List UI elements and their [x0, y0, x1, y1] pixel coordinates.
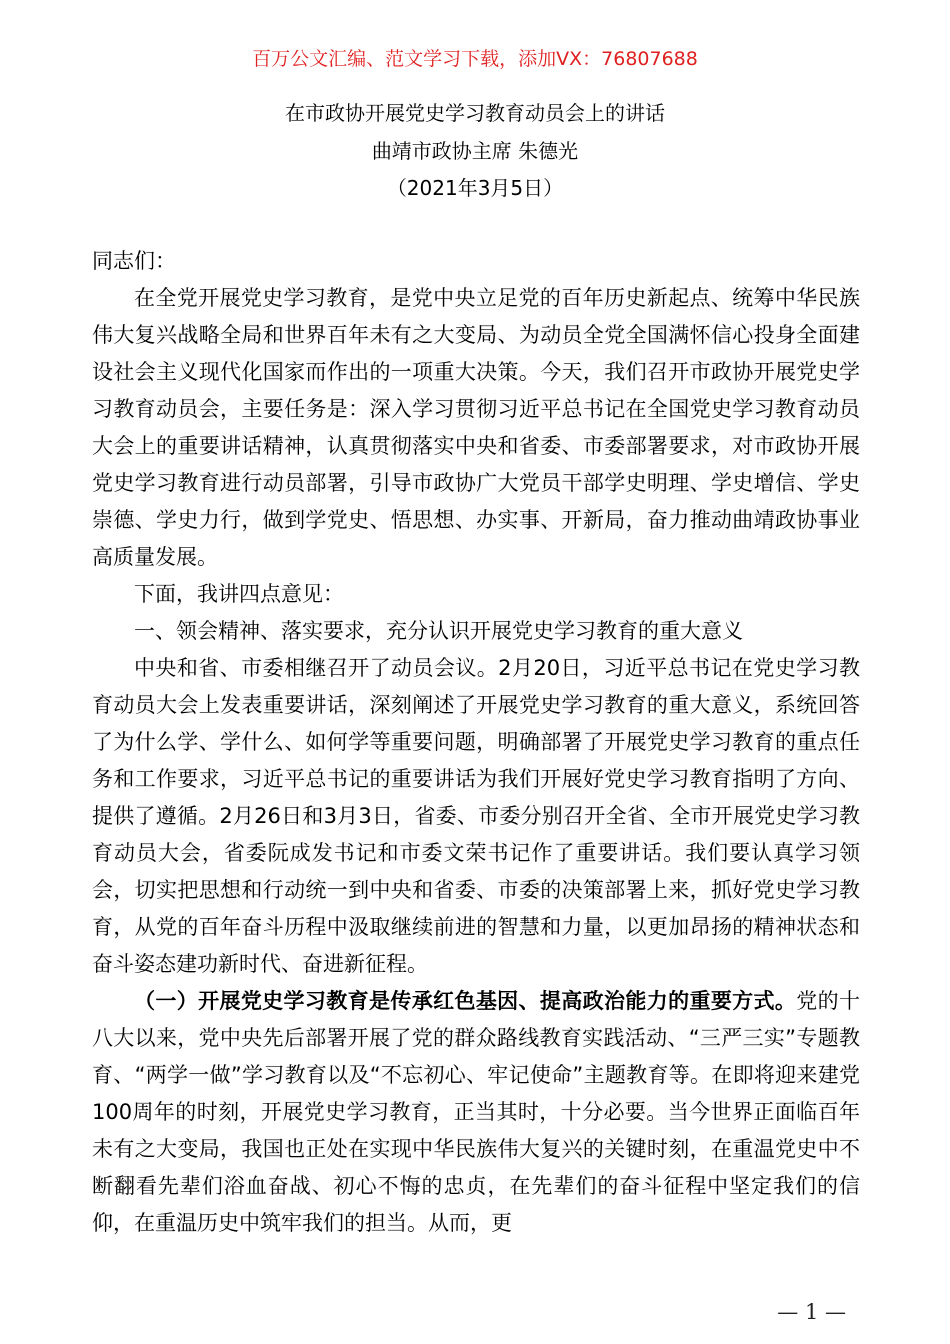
paragraph-intro: 在全党开展党史学习教育，是党中央立足党的百年历史新起点、统筹中华民族伟大复兴战略全局和世界百年未有之大变局、为动员全党全国满怀信心投身全面建设社会主义现代化国家而作出的一项重大决策。今天，我们召开市政协开展党史学习教育动员会，主要任务是：深入学习贯彻习近平总书记在全国党史学习教育动员大会上的重要讲话精神，认真贯彻落实中央和省委、市委部署要求，对市政协开展党史学习教育进行动员部署，引导市政协广大党员干部学史明理、学史增信、学史崇德、学史力行，做到学党史、悟思想、办实事、开新局，奋力推动曲靖政协事业高质量发展。 — [92, 286, 860, 569]
salutation: 同志们： — [92, 249, 176, 273]
section-heading-1: 一、领会精神、落实要求，充分认识开展党史学习教育的重大意义 — [134, 619, 743, 643]
subsection-text-1: 党的十八大以来，党中央先后部署开展了党的群众路线教育实践活动、“三严三实”专题教育、“两学一做”学习教育以及“不忘初心、牢记使命”主题教育等。在即将迎来建党100周年的时刻，开展党史学习教育，正当其时，十分必要。当今世界正面临百年未有之大变局，我国也正处在实现中华民族伟大复兴的关键时刻，在重温党史中不断翻看先辈们浴血奋战、初心不悔的忠贞，在先辈们的奋斗征程中坚定我们的信仰，在重温历史中筑牢我们的担当。从而，更 — [92, 989, 861, 1235]
paragraph-subsection-1 — [92, 983, 860, 1242]
document-author: 曲靖市政协主席 朱德光 — [371, 139, 579, 163]
paragraph-transition: 下面，我讲四点意见： — [134, 582, 344, 606]
document-date: （2021年3月5日） — [386, 176, 564, 200]
page-number: — 1 — — [777, 1300, 846, 1324]
document-title: 在市政协开展党史学习教育动员会上的讲话 — [285, 101, 665, 125]
subsection-heading-1: （一）开展党史学习教育是传承红色基因、提高政治能力的重要方式。 — [134, 989, 797, 1013]
document-body — [92, 243, 860, 1242]
paragraph-section-1: 中央和省、市委相继召开了动员会议。2月20日，习近平总书记在党史学习教育动员大会上发表重要讲话，深刻阐述了开展党史学习教育的重大意义，系统回答了为什么学、学什么、如何学等重要问题，明确部署了开展党史学习教育的重点任务和工作要求，习近平总书记的重要讲话为我们开展好党史学习教育指明了方向、提供了遵循。2月26日和3月3日，省委、市委分别召开全省、全市开展党史学习教育动员大会，省委阮成发书记和市委文荣书记作了重要讲话。我们要认真学习领会，切实把思想和行动统一到中央和省委、市委的决策部署上来，抓好党史学习教育，从党的百年奋斗历程中汲取继续前进的智慧和力量，以更加昂扬的精神状态和奋斗姿态建功新时代、奋进新征程。 — [92, 656, 860, 976]
watermark-banner: 百万公文汇编、范文学习下载，添加VX：76807688 — [252, 48, 698, 70]
